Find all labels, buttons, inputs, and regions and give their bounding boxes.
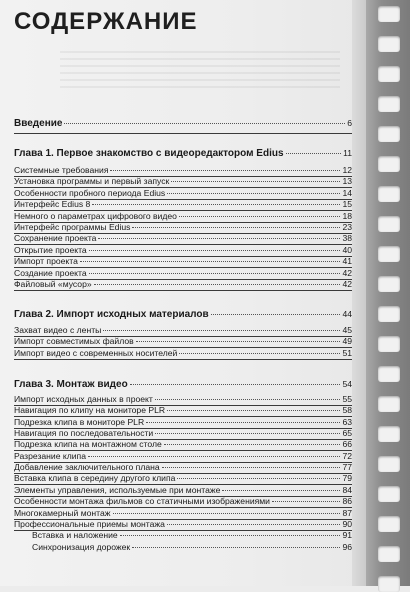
toc-item bbox=[14, 279, 352, 289]
sprocket-hole bbox=[378, 456, 400, 472]
page-number: 38 bbox=[342, 233, 352, 244]
page-number: 58 bbox=[342, 405, 352, 416]
toc-intro bbox=[14, 117, 352, 130]
dot-leader bbox=[167, 193, 340, 194]
sprocket-hole bbox=[378, 36, 400, 52]
entry-title: Интерфейс Edius 8 bbox=[14, 199, 91, 210]
sprocket-hole bbox=[378, 156, 400, 172]
dot-leader bbox=[146, 422, 340, 423]
page-number: 40 bbox=[342, 244, 352, 255]
page-number: 84 bbox=[342, 484, 352, 495]
toc-item bbox=[14, 211, 352, 221]
sprocket-hole bbox=[378, 66, 400, 82]
toc-item bbox=[14, 256, 352, 266]
dot-leader bbox=[98, 238, 340, 239]
page-number: 54 bbox=[342, 379, 352, 389]
entry-title: Особенности монтажа фильмов со статичными изображениями bbox=[14, 496, 270, 507]
toc-chapter bbox=[14, 378, 352, 391]
page-number: 45 bbox=[342, 325, 352, 335]
toc-item bbox=[14, 394, 352, 404]
page-number: 49 bbox=[342, 336, 352, 347]
section-rule bbox=[14, 290, 352, 291]
toc-item bbox=[14, 473, 352, 483]
section-rule bbox=[14, 133, 352, 134]
entry-title: Многокамерный монтаж bbox=[14, 507, 111, 518]
dot-leader bbox=[272, 501, 340, 502]
entry-title: Глава 1. Первое знакомство с видеоредактором Edius bbox=[14, 148, 284, 159]
page-number: 41 bbox=[342, 256, 352, 267]
page-number: 18 bbox=[342, 210, 352, 221]
sprocket-hole bbox=[378, 396, 400, 412]
toc-item bbox=[14, 233, 352, 243]
entry-title: Особенности пробного периода Edius bbox=[14, 187, 166, 198]
toc-item bbox=[14, 176, 352, 186]
page-number: 72 bbox=[342, 450, 352, 461]
page-number: 44 bbox=[342, 309, 352, 319]
page-number: 13 bbox=[342, 176, 352, 187]
toc-item bbox=[14, 462, 352, 472]
page-number: 96 bbox=[342, 541, 352, 552]
toc-item bbox=[14, 508, 352, 518]
entry-title: Системные требования bbox=[14, 165, 109, 175]
filmstrip-decoration bbox=[366, 0, 410, 586]
toc-item bbox=[14, 336, 352, 346]
page-number: 11 bbox=[343, 148, 352, 158]
entry-title: Создание проекта bbox=[14, 267, 87, 278]
entry-title: Вставка и наложение bbox=[32, 530, 118, 541]
sprocket-hole bbox=[378, 126, 400, 142]
page-number: 91 bbox=[342, 530, 352, 541]
page-number: 90 bbox=[342, 518, 352, 529]
page-number: 6 bbox=[347, 118, 352, 128]
page-number: 77 bbox=[342, 462, 352, 473]
entry-title: Элементы управления, используемые при монтаже bbox=[14, 484, 221, 495]
entry-title: Глава 3. Монтаж видео bbox=[14, 379, 128, 390]
dot-leader bbox=[222, 490, 340, 491]
toc-item bbox=[14, 165, 352, 175]
sprocket-hole bbox=[378, 366, 400, 382]
entry-title: Добавление заключительного плана bbox=[14, 462, 160, 473]
toc-item bbox=[14, 417, 352, 427]
toc-item bbox=[14, 188, 352, 198]
dot-leader bbox=[88, 456, 340, 457]
entry-title: Подрезка клипа на монтажном столе bbox=[14, 439, 162, 450]
entry-title: Подрезка клипа в мониторе PLR bbox=[14, 416, 145, 427]
dot-leader bbox=[132, 547, 340, 548]
sprocket-hole bbox=[378, 516, 400, 532]
dot-leader bbox=[177, 478, 340, 479]
dot-leader bbox=[179, 216, 341, 217]
entry-title: Навигация по последовательности bbox=[14, 428, 154, 439]
page-number: 12 bbox=[342, 165, 352, 175]
dot-leader bbox=[89, 250, 341, 251]
dot-leader bbox=[113, 513, 341, 514]
entry-title: Импорт исходных данных в проект bbox=[14, 394, 153, 404]
sprocket-hole bbox=[378, 546, 400, 562]
page-title: СОДЕРЖАНИЕ bbox=[14, 8, 198, 35]
dot-leader bbox=[162, 467, 341, 468]
dot-leader bbox=[286, 153, 342, 154]
dot-leader bbox=[64, 123, 345, 124]
entry-title: Синхронизация дорожек bbox=[32, 541, 131, 552]
dot-leader bbox=[94, 284, 341, 285]
toc-chapter bbox=[14, 147, 352, 160]
sprocket-hole bbox=[378, 576, 400, 592]
toc-item bbox=[14, 245, 352, 255]
page-number: 65 bbox=[342, 428, 352, 439]
dot-leader bbox=[130, 384, 341, 385]
toc-item bbox=[14, 428, 352, 438]
dot-leader bbox=[80, 261, 341, 262]
page-number: 66 bbox=[342, 439, 352, 450]
sprocket-hole bbox=[378, 486, 400, 502]
entry-title: Импорт проекта bbox=[14, 256, 78, 267]
page-number: 79 bbox=[342, 473, 352, 484]
sprocket-hole bbox=[378, 426, 400, 442]
dot-leader bbox=[120, 535, 341, 536]
entry-title: Разрезание клипа bbox=[14, 450, 86, 461]
dot-leader bbox=[164, 444, 341, 445]
entry-title: Импорт видео с современных носителей bbox=[14, 347, 178, 358]
toc-item bbox=[14, 268, 352, 278]
toc-item bbox=[14, 199, 352, 209]
toc-item bbox=[14, 451, 352, 461]
dot-leader bbox=[155, 433, 340, 434]
page-number: 55 bbox=[342, 394, 352, 404]
entry-title: Захват видео с ленты bbox=[14, 325, 102, 335]
toc-item bbox=[14, 439, 352, 449]
dot-leader bbox=[167, 410, 340, 411]
sprocket-hole bbox=[378, 306, 400, 322]
entry-title: Навигация по клипу на мониторе PLR bbox=[14, 405, 166, 416]
dot-leader bbox=[167, 524, 341, 525]
page-number: 42 bbox=[342, 279, 352, 289]
sprocket-hole bbox=[378, 336, 400, 352]
entry-title: Импорт совместимых файлов bbox=[14, 336, 134, 347]
toc-item bbox=[14, 542, 352, 552]
toc-item bbox=[14, 325, 352, 335]
dot-leader bbox=[136, 341, 341, 342]
bleed-through-text bbox=[60, 48, 340, 88]
page-number: 63 bbox=[342, 416, 352, 427]
page-number: 51 bbox=[342, 347, 352, 358]
sprocket-hole bbox=[378, 6, 400, 22]
dot-leader bbox=[211, 314, 341, 315]
toc-item bbox=[14, 485, 352, 495]
toc-item bbox=[14, 405, 352, 415]
sprocket-hole bbox=[378, 186, 400, 202]
entry-title: Введение bbox=[14, 118, 63, 129]
entry-title: Установка программы и первый запуск bbox=[14, 176, 170, 187]
toc-item bbox=[14, 348, 352, 358]
page-number: 87 bbox=[342, 507, 352, 518]
entry-title: Профессиональные приемы монтажа bbox=[14, 518, 165, 529]
entry-title: Файловый «мусор» bbox=[14, 279, 92, 289]
dot-leader bbox=[155, 399, 341, 400]
entry-title: Немного о параметрах цифрового видео bbox=[14, 210, 177, 221]
page-number: 15 bbox=[342, 199, 352, 210]
dot-leader bbox=[103, 330, 340, 331]
entry-title: Глава 2. Импорт исходных материалов bbox=[14, 309, 209, 320]
page-number: 86 bbox=[342, 496, 352, 507]
dot-leader bbox=[92, 204, 340, 205]
toc-item bbox=[14, 222, 352, 232]
dot-leader bbox=[171, 181, 340, 182]
sprocket-hole bbox=[378, 96, 400, 112]
sprocket-hole bbox=[378, 276, 400, 292]
toc-chapter bbox=[14, 308, 352, 321]
toc-item bbox=[14, 519, 352, 529]
dot-leader bbox=[132, 227, 340, 228]
page-number: 14 bbox=[342, 187, 352, 198]
entry-title: Сохранение проекта bbox=[14, 233, 97, 244]
toc-item bbox=[14, 496, 352, 506]
section-rule bbox=[14, 359, 352, 360]
sprocket-hole bbox=[378, 246, 400, 262]
entry-title: Вставка клипа в середину другого клипа bbox=[14, 473, 176, 484]
entry-title: Интерфейс программы Edius bbox=[14, 222, 131, 232]
sprocket-hole bbox=[378, 216, 400, 232]
entry-title: Открытие проекта bbox=[14, 244, 87, 255]
toc-item bbox=[14, 530, 352, 540]
page-number: 23 bbox=[342, 222, 352, 232]
dot-leader bbox=[179, 353, 340, 354]
dot-leader bbox=[89, 273, 341, 274]
page-number: 42 bbox=[342, 267, 352, 278]
dot-leader bbox=[110, 170, 340, 171]
